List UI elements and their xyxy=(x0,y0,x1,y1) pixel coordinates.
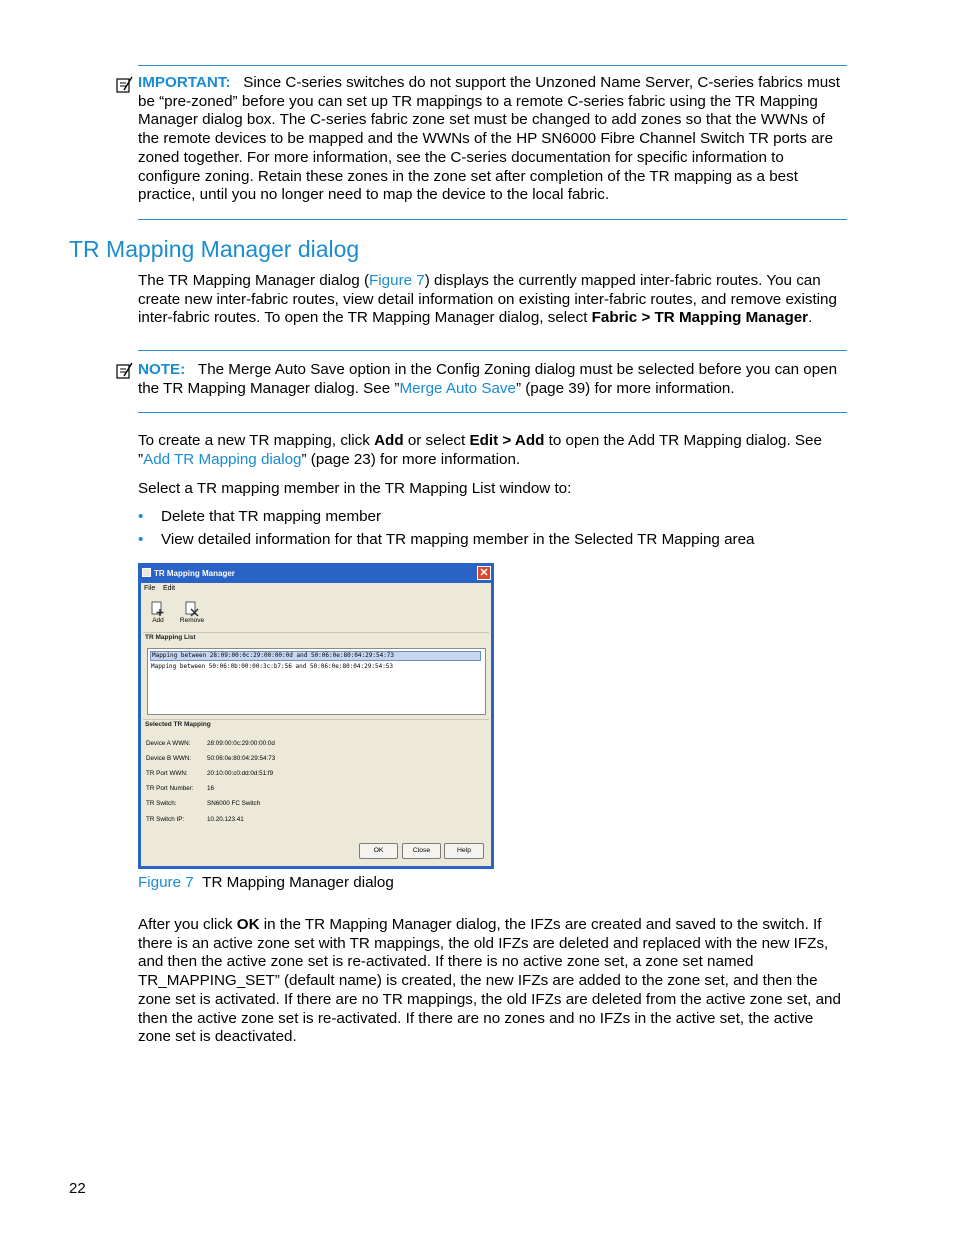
important-label: IMPORTANT: xyxy=(138,74,231,91)
close-icon[interactable]: ✕ xyxy=(477,566,491,580)
toolbar xyxy=(141,597,211,629)
app-icon xyxy=(142,568,151,577)
create-text-2: or select xyxy=(403,432,470,449)
figure-caption xyxy=(138,874,394,891)
important-paragraph xyxy=(138,74,850,205)
after-text-1: After you click xyxy=(138,916,237,933)
add-label: Add xyxy=(152,617,164,624)
remove-icon xyxy=(184,601,200,617)
detail-value: 10.20.123.41 xyxy=(207,816,244,823)
detail-value: SN6000 FC Switch xyxy=(207,800,261,807)
figure-number: Figure 7 xyxy=(138,874,194,891)
after-paragraph xyxy=(138,916,850,1047)
add-icon xyxy=(150,601,166,617)
note-icon xyxy=(115,362,133,380)
detail-value: 50:06:0e:80:04:29:54:73 xyxy=(207,755,276,762)
separator xyxy=(143,719,489,720)
intro-text-3: . xyxy=(808,309,813,327)
detail-value: 20:10:00:c0:dd:0d:51:f9 xyxy=(207,770,274,777)
help-button[interactable]: Help xyxy=(444,843,484,859)
detail-key: TR Port Number: xyxy=(146,785,194,792)
bullet-text: View detailed information for that TR mapping member in the Selected TR Mapping area xyxy=(161,531,755,548)
select-intro: Select a TR mapping member in the TR Mapping List window to: xyxy=(138,480,572,497)
detail-key: Device B WWN: xyxy=(146,755,192,762)
ok-button[interactable]: OK xyxy=(359,843,398,859)
important-text: Since C-series switches do not support the Unzoned Name Server, C-series fabrics must be “pre-zoned” before you can set up TR mappings to a remote C-series fabric using the TR Mapping Manager dialog box. The C-series fabric zone set must be changed to add zones so that the WWNs of the remote devices to be mapped and the WWNs of the HP SN6000 Fibre Channel Switch TR ports are zoned together. For more information, see the C-series documentation for specific information to configure zoning. Retain these zones in the zone set after completion of the TR mapping as a best practice, until you no longer need to map the device to the local fabric. xyxy=(138,74,840,204)
create-text-1: To create a new TR mapping, click xyxy=(138,432,375,449)
detail-key: TR Switch IP: xyxy=(146,816,185,823)
detail-value: 28:09:00:0c:29:00:00:0d xyxy=(207,740,275,747)
important-note-icon xyxy=(115,76,133,94)
top-rule xyxy=(138,65,847,66)
tr-mapping-manager-dialog xyxy=(138,563,494,869)
dialog-title: TR Mapping Manager xyxy=(154,569,235,578)
note-bottom-rule xyxy=(138,412,847,413)
tr-mapping-list[interactable] xyxy=(147,648,486,715)
create-paragraph xyxy=(138,432,850,469)
remove-button[interactable] xyxy=(175,599,209,629)
page-number: 22 xyxy=(69,1180,86,1197)
note-paragraph xyxy=(138,361,850,398)
list-item[interactable]: Mapping between 50:06:0b:00:00:3c:b7:56 and 50:06:0e:80:04:29:54:53 xyxy=(151,663,394,670)
note-text-1: The Merge Auto Save option in the Config Zoning dialog must be selected before you can open the TR Mapping Manager dialog. See ” xyxy=(138,361,838,397)
close-button[interactable]: Close xyxy=(402,843,441,859)
separator xyxy=(143,632,489,633)
figure-link[interactable]: Figure 7 xyxy=(369,272,425,289)
selected-tr-mapping-label: Selected TR Mapping xyxy=(145,721,211,728)
menu-edit[interactable]: Edit xyxy=(163,585,176,592)
section-heading: TR Mapping Manager dialog xyxy=(69,236,360,262)
intro-text-1: The TR Mapping Manager dialog ( xyxy=(138,272,370,289)
create-text-3: to open the Add TR Mapping dialog. See ” xyxy=(138,432,822,468)
important-bottom-rule xyxy=(138,219,847,220)
menu-file[interactable]: File xyxy=(144,585,156,592)
figure-title: TR Mapping Manager dialog xyxy=(202,874,394,891)
ok-bold: OK xyxy=(236,916,260,933)
list-item[interactable]: Mapping between 28:09:00:0c:29:00:00:0d and 50:06:0e:80:04:29:54:73 xyxy=(150,651,481,661)
merge-auto-save-link[interactable]: Merge Auto Save xyxy=(399,379,516,397)
detail-key: TR Port WWN: xyxy=(146,770,188,777)
detail-key: Device A WWN: xyxy=(146,740,191,747)
note-text-2: ” (page 39) for more information. xyxy=(515,379,735,397)
note-top-rule xyxy=(138,350,847,351)
detail-key: TR Switch: xyxy=(146,800,177,807)
menu-path: Fabric > TR Mapping Manager xyxy=(591,309,809,327)
note-label: NOTE: xyxy=(138,361,186,378)
tr-mapping-list-label: TR Mapping List xyxy=(145,634,196,641)
dialog-body xyxy=(141,583,491,866)
bullet-icon: • xyxy=(138,508,144,525)
bullet-text: Delete that TR mapping member xyxy=(161,508,382,525)
menubar xyxy=(141,583,491,596)
add-button[interactable] xyxy=(141,599,175,629)
create-text-4: ” (page 23) for more information. xyxy=(301,450,521,468)
detail-value: 16 xyxy=(207,785,215,792)
intro-paragraph xyxy=(138,272,850,328)
remove-label: Remove xyxy=(179,617,205,624)
bullet-icon: • xyxy=(138,531,144,548)
add-bold: Add xyxy=(374,432,404,449)
dialog-titlebar xyxy=(138,563,494,583)
add-tr-mapping-link[interactable]: Add TR Mapping dialog xyxy=(143,450,302,468)
intro-text-2: ) displays the currently mapped inter-fabric routes. You can create new inter-fabric routes, view detail information on existing inter-fabric routes, and remove existing inter-fabric routes. To open the TR Mapping Manager dialog, select xyxy=(138,272,837,327)
after-text-2: in the TR Mapping Manager dialog, the IFZs are created and saved to the switch. If there is an active zone set with TR mappings, the old IFZs are deleted and replaced with the new IFZs, and then the active zone set is re-activated. If there is no active zone set, a zone set named TR_MAPPING_SET” (default name) is created, the new IFZs are added to the zone set, and then the zone set is activated. If there are no TR mappings, the old IFZs are deleted from the active zone set, and then the active zone set is re-activated. If there are no zones and no IFZs in the active set, the active zone set is deactivated. xyxy=(138,916,841,1046)
edit-add-bold: Edit > Add xyxy=(469,432,545,449)
